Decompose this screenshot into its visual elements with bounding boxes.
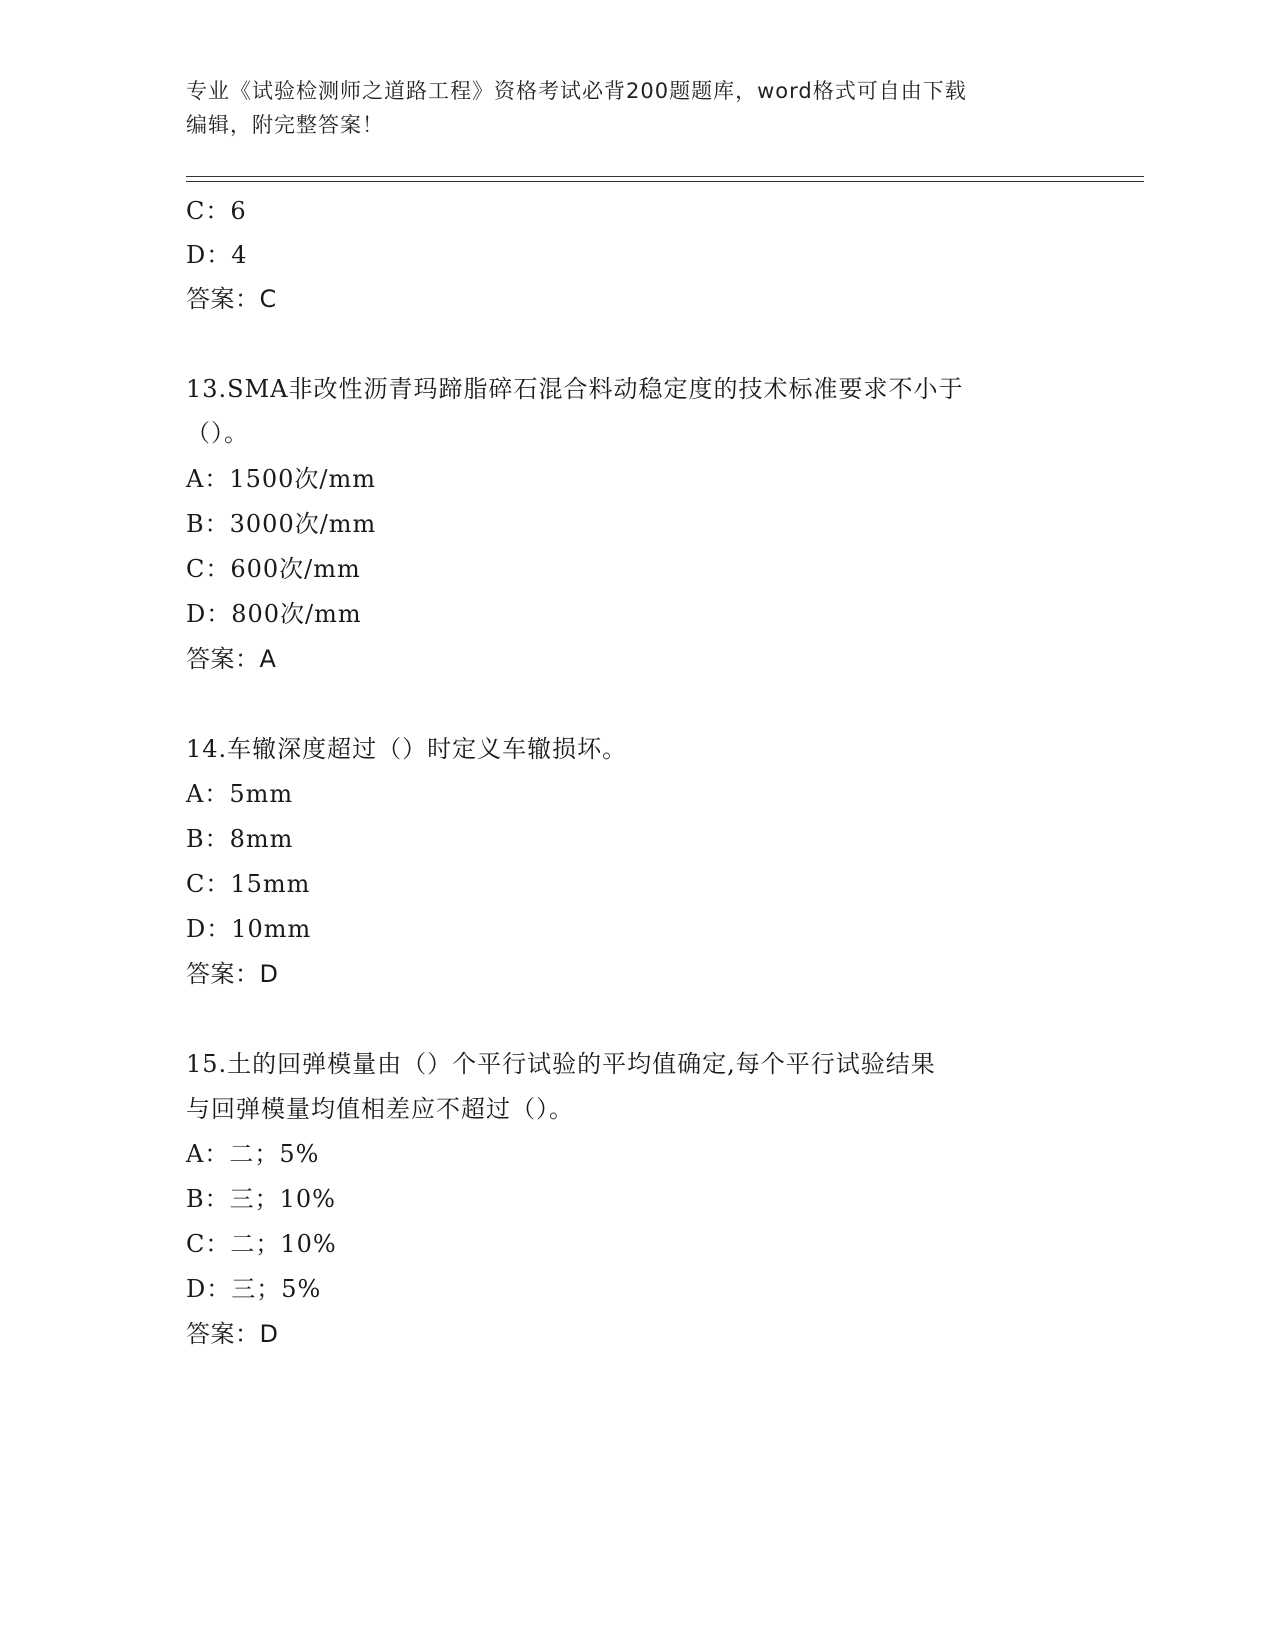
question-14-option-b: B：8mm — [186, 825, 294, 853]
question-15-stem-line-2: 与回弹模量均值相差应不超过（）。 — [186, 1095, 574, 1123]
question-13-option-a: A：1500次/mm — [186, 465, 377, 493]
question-13-answer: 答案：A — [186, 645, 277, 673]
question-15-stem-line-1: 15.土的回弹模量由（）个平行试验的平均值确定,每个平行试验结果 — [186, 1050, 936, 1078]
question-13-stem-line-1: 13.SMA非改性沥青玛蹄脂碎石混合料动稳定度的技术标准要求不小于 — [186, 375, 964, 403]
question-14-option-d: D：10mm — [186, 915, 312, 943]
question-14-option-c: C：15mm — [186, 870, 311, 898]
header-divider-bottom — [186, 181, 1144, 182]
question-15-option-a: A：二；5% — [186, 1140, 320, 1168]
question-15-option-c: C：二；10% — [186, 1230, 337, 1258]
question-15-option-b: B：三；10% — [186, 1185, 336, 1213]
document-header — [186, 74, 1066, 142]
header-line-1: 专业《试验检测师之道路工程》资格考试必背200题题库，word格式可自由下载 — [186, 79, 967, 103]
question-15-answer: 答案：D — [186, 1320, 279, 1348]
header-divider-top — [186, 176, 1144, 177]
question-13-option-c: C：600次/mm — [186, 555, 361, 583]
header-line-2: 编辑，附完整答案！ — [186, 113, 384, 137]
question-14-answer: 答案：D — [186, 960, 279, 988]
question-13-stem-line-2: （）。 — [186, 419, 249, 447]
question-15-option-d: D：三；5% — [186, 1275, 322, 1303]
question-14-option-a: A：5mm — [186, 780, 294, 808]
answer-text: 答案：C — [186, 285, 277, 313]
question-13-option-d: D：800次/mm — [186, 600, 362, 628]
question-14-stem-line-1: 14.车辙深度超过（）时定义车辙损坏。 — [186, 735, 628, 763]
option-d: D：4 — [186, 241, 248, 269]
option-c: C：6 — [186, 197, 247, 225]
question-13-option-b: B：3000次/mm — [186, 510, 377, 538]
